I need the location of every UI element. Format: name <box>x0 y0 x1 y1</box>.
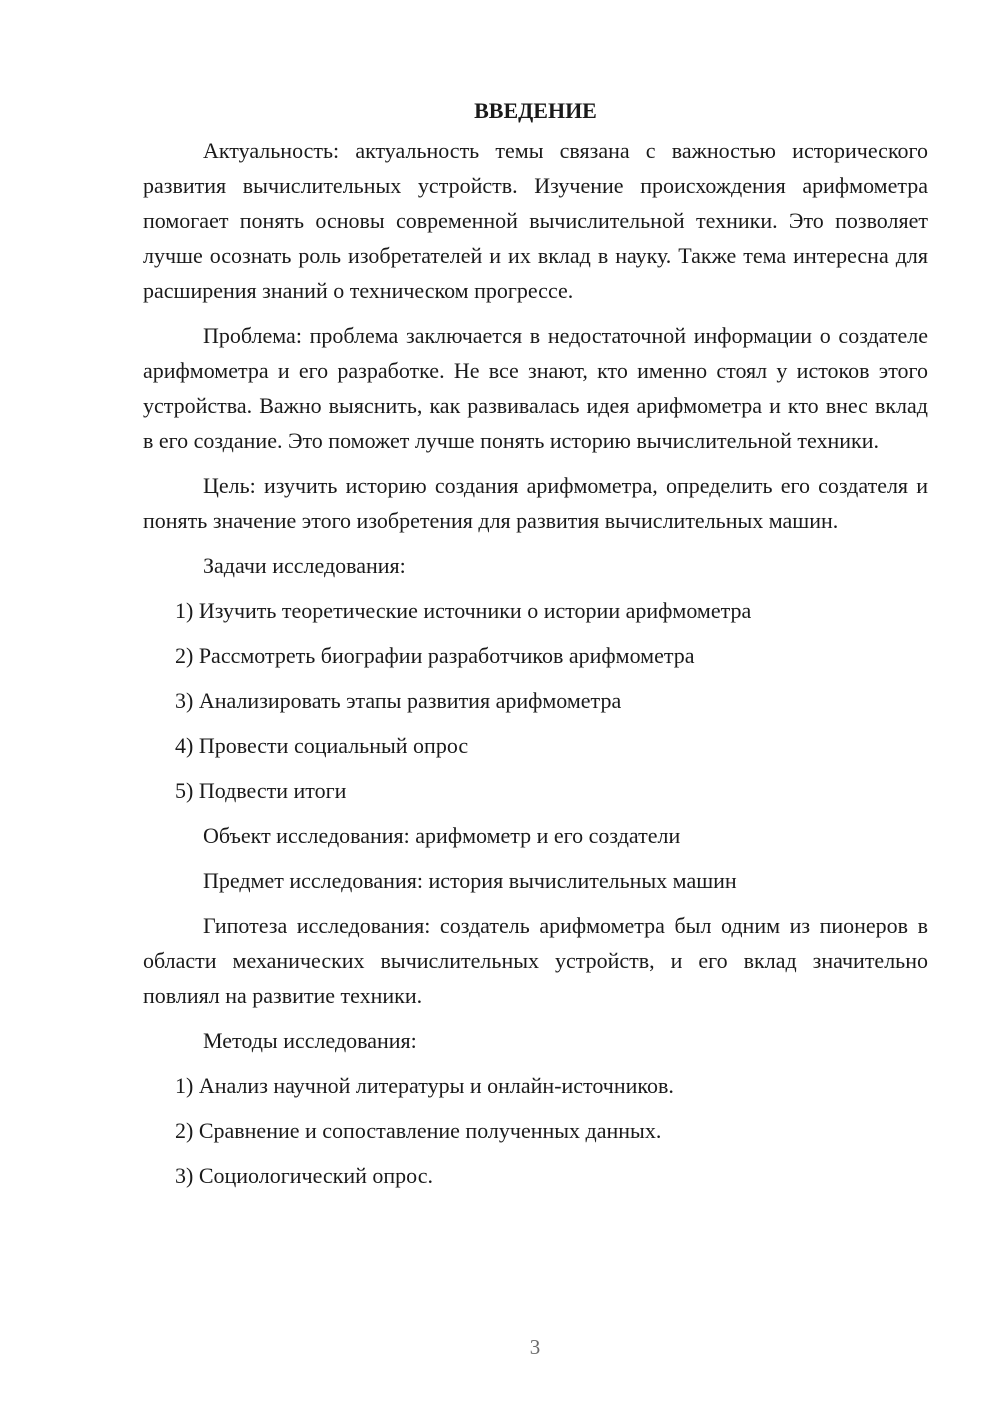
hypothesis-paragraph: Гипотеза исследования: создатель арифмометра был одним из пионеров в области механических вычислительных устройств, и его вклад значительно повлиял на развитие техники. <box>143 913 928 1008</box>
page-content <box>143 93 928 1203</box>
page-number: 3 <box>529 1335 541 1359</box>
tasks-heading: Задачи исследования: <box>203 553 406 578</box>
list-item: 2) Рассмотреть биографии разработчиков арифмометра <box>175 643 695 668</box>
list-item: 1) Изучить теоретические источники о истории арифмометра <box>175 598 752 623</box>
goal-paragraph: Цель: изучить историю создания арифмометра, определить его создателя и понять значение этого изобретения для развития вычислительных машин. <box>143 473 928 533</box>
object-line: Объект исследования: арифмометр и его создатели <box>203 823 681 848</box>
methods-heading: Методы исследования: <box>203 1028 417 1053</box>
section-title: ВВЕДЕНИЕ <box>474 98 597 123</box>
list-item: 3) Социологический опрос. <box>175 1163 433 1188</box>
methods-list <box>143 1068 928 1193</box>
tasks-list <box>143 593 928 808</box>
relevance-paragraph: Актуальность: актуальность темы связана с важностью исторического развития вычислительных устройств. Изучение происхождения арифмометра помогает понять основы современной вычислительной техники. Это позволяет лучше осознать роль изобретателей и их вклад в науку. Также тема интересна для расширения знаний о техническом прогрессе. <box>143 138 928 303</box>
subject-line: Предмет исследования: история вычислительных машин <box>203 868 737 893</box>
problem-paragraph: Проблема: проблема заключается в недостаточной информации о создателе арифмометра и его разработке. Не все знают, кто именно стоял у истоков этого устройства. Важно выяснить, как развивалась идея арифмометра и кто внес вклад в его создание. Это поможет лучше понять историю вычислительной техники. <box>143 323 928 453</box>
list-item: 5) Подвести итоги <box>175 778 347 803</box>
list-item: 3) Анализировать этапы развития арифмометра <box>175 688 622 713</box>
list-item: 2) Сравнение и сопоставление полученных данных. <box>175 1118 662 1143</box>
list-item: 1) Анализ научной литературы и онлайн-источников. <box>175 1073 674 1098</box>
list-item: 4) Провести социальный опрос <box>175 733 469 758</box>
